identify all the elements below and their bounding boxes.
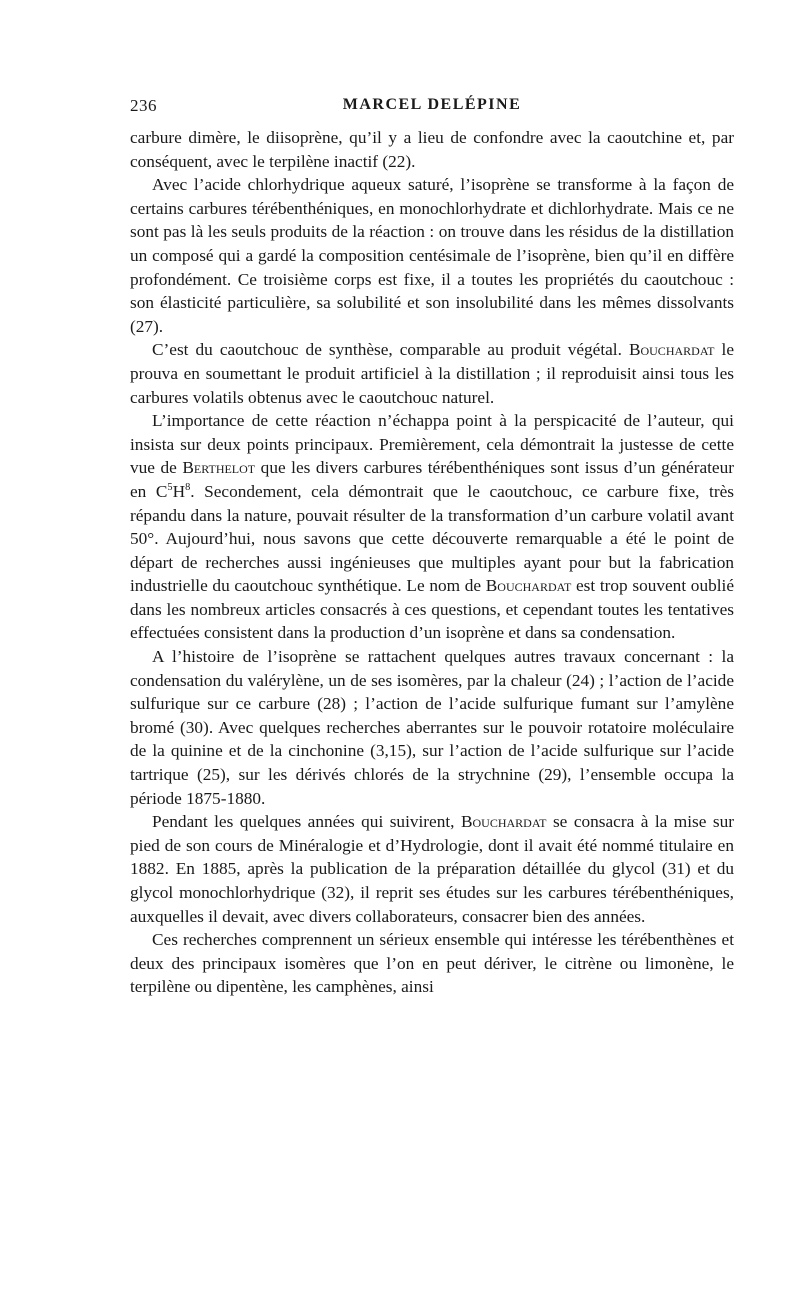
paragraph <box>130 409 734 645</box>
paragraph <box>130 338 734 409</box>
paragraph <box>130 173 734 338</box>
author-name: Berthelot <box>182 458 256 478</box>
superscript: 5 <box>167 482 173 494</box>
text-run: H <box>172 481 186 501</box>
running-head <box>130 96 734 122</box>
text-run: L’importance de cette réaction n’échappa point à la perspicacité de l’auteur, qui insista sur deux points principaux. Premièrement, cela démontrait la justesse de cette vue de <box>130 411 734 478</box>
text-run: carbure dimère, le diisoprène, qu’il y a lieu de confondre avec la caoutchine et, par conséquent, avec le terpilène inactif (22). <box>130 128 734 171</box>
text-run: Ces recherches comprennent un sérieux ensemble qui intéresse les térébenthènes et deux des principaux isomères que l’on en peut dériver, le citrène ou limonène, le terpilène ou dipentène, les camphènes, ainsi <box>130 930 734 997</box>
paragraph <box>130 810 734 928</box>
text-run: C’est du caoutchouc de synthèse, comparable au produit végétal. <box>152 340 629 360</box>
paragraph <box>130 645 734 810</box>
superscript: 8 <box>185 482 191 494</box>
text-run: que les divers carbures térébenthéniques sont issus d’un générateur en C <box>130 458 734 501</box>
running-title: MARCEL DELÉPINE <box>342 96 522 113</box>
author-name: Bouchardat <box>628 340 715 360</box>
text-run: . Secondement, cela démontrait que le caoutchouc, ce carbure fixe, très répandu dans la nature, pouvait résulter de la transformation d’un carbure volatil avant 50°. Aujourd’hui, nous savons que cette découverte remarquable a été le point de départ de recherches aussi ingénieuses que multiples ayant pour but la fabrication industrielle du caoutchouc synthétique. Le nom de <box>130 481 734 596</box>
paragraph <box>130 126 734 173</box>
text-run: A l’histoire de l’isoprène se rattachent quelques autres travaux concernant : la condensation du valérylène, un de ses isomères, par la chaleur (24) ; l’action de l’acide sulfurique sur ce carbure (28) ; l’action de l’acide sulfurique fumant sur l’amylène bromé (30). Avec quelques recherches aberrantes sur le pouvoir rotatoire moléculaire de la quinine et de la cinchonine (3,15), sur l’action de l’acide sulfurique sur l’acide tartrique (25), sur les dérivés chlorés de la strychnine (29), l’ensemble occupa la période 1875-1880. <box>130 647 734 808</box>
author-name: Bouchardat <box>460 812 547 832</box>
text-run: le prouva en soumettant le produit artificiel à la distillation ; il reproduisit ainsi tous les carbures volatils obtenus avec le caoutchouc naturel. <box>130 340 734 407</box>
author-name: Bouchardat <box>485 576 572 596</box>
paragraph <box>130 928 734 999</box>
text-run: Avec l’acide chlorhydrique aqueux saturé, l’isoprène se transforme à la façon de certains carbures térébenthéniques, en monochlorhydrate et dichlorhydrate. Mais ce ne sont pas là les seuls produits de la réaction : on trouve dans les résidus de la distillation un composé qui a gardé la composition centésimale de l’isoprène, bien qu’il en diffère profondément. Ce troisième corps est fixe, il a toutes les propriétés du caoutchouc : son élasticité particulière, sa solubilité et son insolubilité dans les mêmes dissolvants (27). <box>130 175 734 336</box>
text-run: est trop souvent oublié dans les nombreux articles consacrés à ces questions, et cependant toutes les tentatives effectuées consistent dans la production d’un isoprène et dans sa condensation. <box>130 576 734 643</box>
body-text <box>130 126 734 999</box>
text-run: se consacra à la mise sur pied de son cours de Minéralogie et d’Hydrologie, dont il avait été nommé titulaire en 1882. En 1885, après la publication de la préparation détaillée du glycol (31) et du glycol monochlorhydrique (32), il reprit ses études sur les carbures térébenthéniques, auxquelles il devait, avec divers collaborateurs, consacrer bien des années. <box>130 812 734 926</box>
text-run: Pendant les quelques années qui suivirent, <box>152 812 461 832</box>
book-page <box>130 96 734 999</box>
page-number: 236 <box>130 96 157 115</box>
